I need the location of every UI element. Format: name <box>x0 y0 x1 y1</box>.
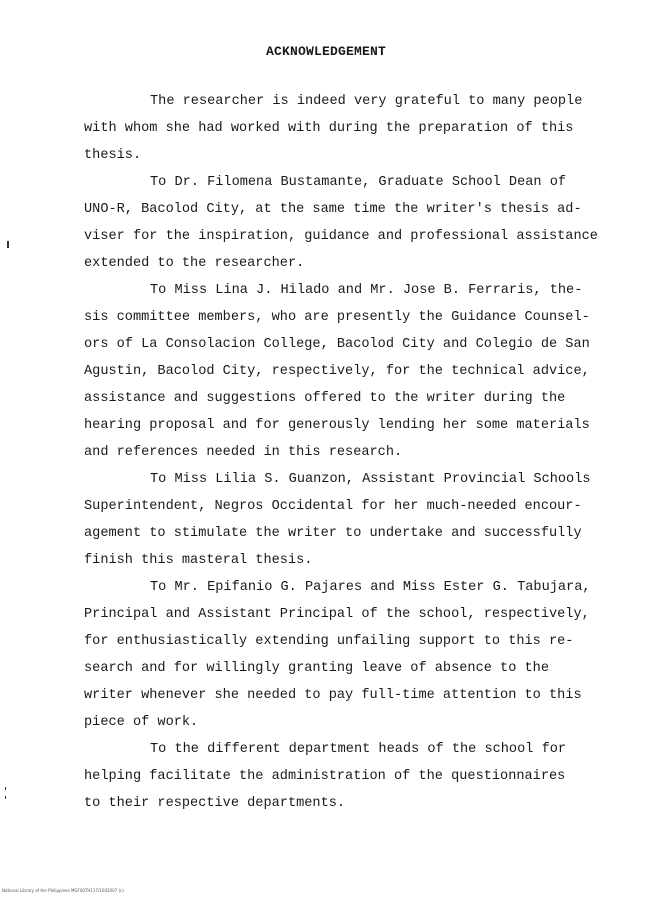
text-line: Superintendent, Negros Occidental for her much-needed encour- <box>84 499 582 514</box>
text-line: sis committee members, who are presently the Guidance Counsel- <box>84 310 590 325</box>
text-line: To Mr. Epifanio G. Pajares and Miss Ester G. Tabujara, <box>150 580 591 595</box>
text-line: To Miss Lina J. Hilado and Mr. Jose B. Ferraris, the- <box>150 283 583 298</box>
text-line: writer whenever she needed to pay full-time attention to this <box>84 688 582 703</box>
text-line: assistance and suggestions offered to the writer during the <box>84 391 566 406</box>
scan-mark <box>5 787 6 790</box>
text-line: helping facilitate the administration of the questionnaires <box>84 769 566 784</box>
footer-note: National Library of the Philippines MGF00TH117/1002007 (c) <box>2 888 124 893</box>
text-line: The researcher is indeed very grateful to many people <box>150 94 583 109</box>
text-line: To the different department heads of the school for <box>150 742 567 757</box>
text-line: Agustin, Bacolod City, respectively, for the technical advice, <box>84 364 590 379</box>
text-line: search and for willingly granting leave of absence to the <box>84 661 549 676</box>
text-line: extended to the researcher. <box>84 256 305 271</box>
text-line: thesis. <box>84 148 142 163</box>
text-line: To Dr. Filomena Bustamante, Graduate School Dean of <box>150 175 567 190</box>
text-line: with whom she had worked with during the preparation of this <box>84 121 574 136</box>
text-line: agement to stimulate the writer to undertake and successfully <box>84 526 582 541</box>
scan-mark <box>7 241 9 248</box>
text-line: ors of La Consolacion College, Bacolod City and Colegio de San <box>84 337 590 352</box>
scan-mark <box>5 796 6 799</box>
text-line: viser for the inspiration, guidance and professional assistance <box>84 229 598 244</box>
text-line: To Miss Lilia S. Guanzon, Assistant Provincial Schools <box>150 472 591 487</box>
page-title: ACKNOWLEDGEMENT <box>265 44 387 59</box>
text-line: finish this masteral thesis. <box>84 553 313 568</box>
text-line: UNO-R, Bacolod City, at the same time the writer's thesis ad- <box>84 202 582 217</box>
text-line: for enthusiastically extending unfailing support to this re- <box>84 634 574 649</box>
text-line: hearing proposal and for generously lending her some materials <box>84 418 590 433</box>
text-line: to their respective departments. <box>84 796 346 811</box>
text-line: Principal and Assistant Principal of the school, respectively, <box>84 607 590 622</box>
text-line: and references needed in this research. <box>84 445 403 460</box>
acknowledgement-body <box>84 88 604 817</box>
text-line: piece of work. <box>84 715 199 730</box>
